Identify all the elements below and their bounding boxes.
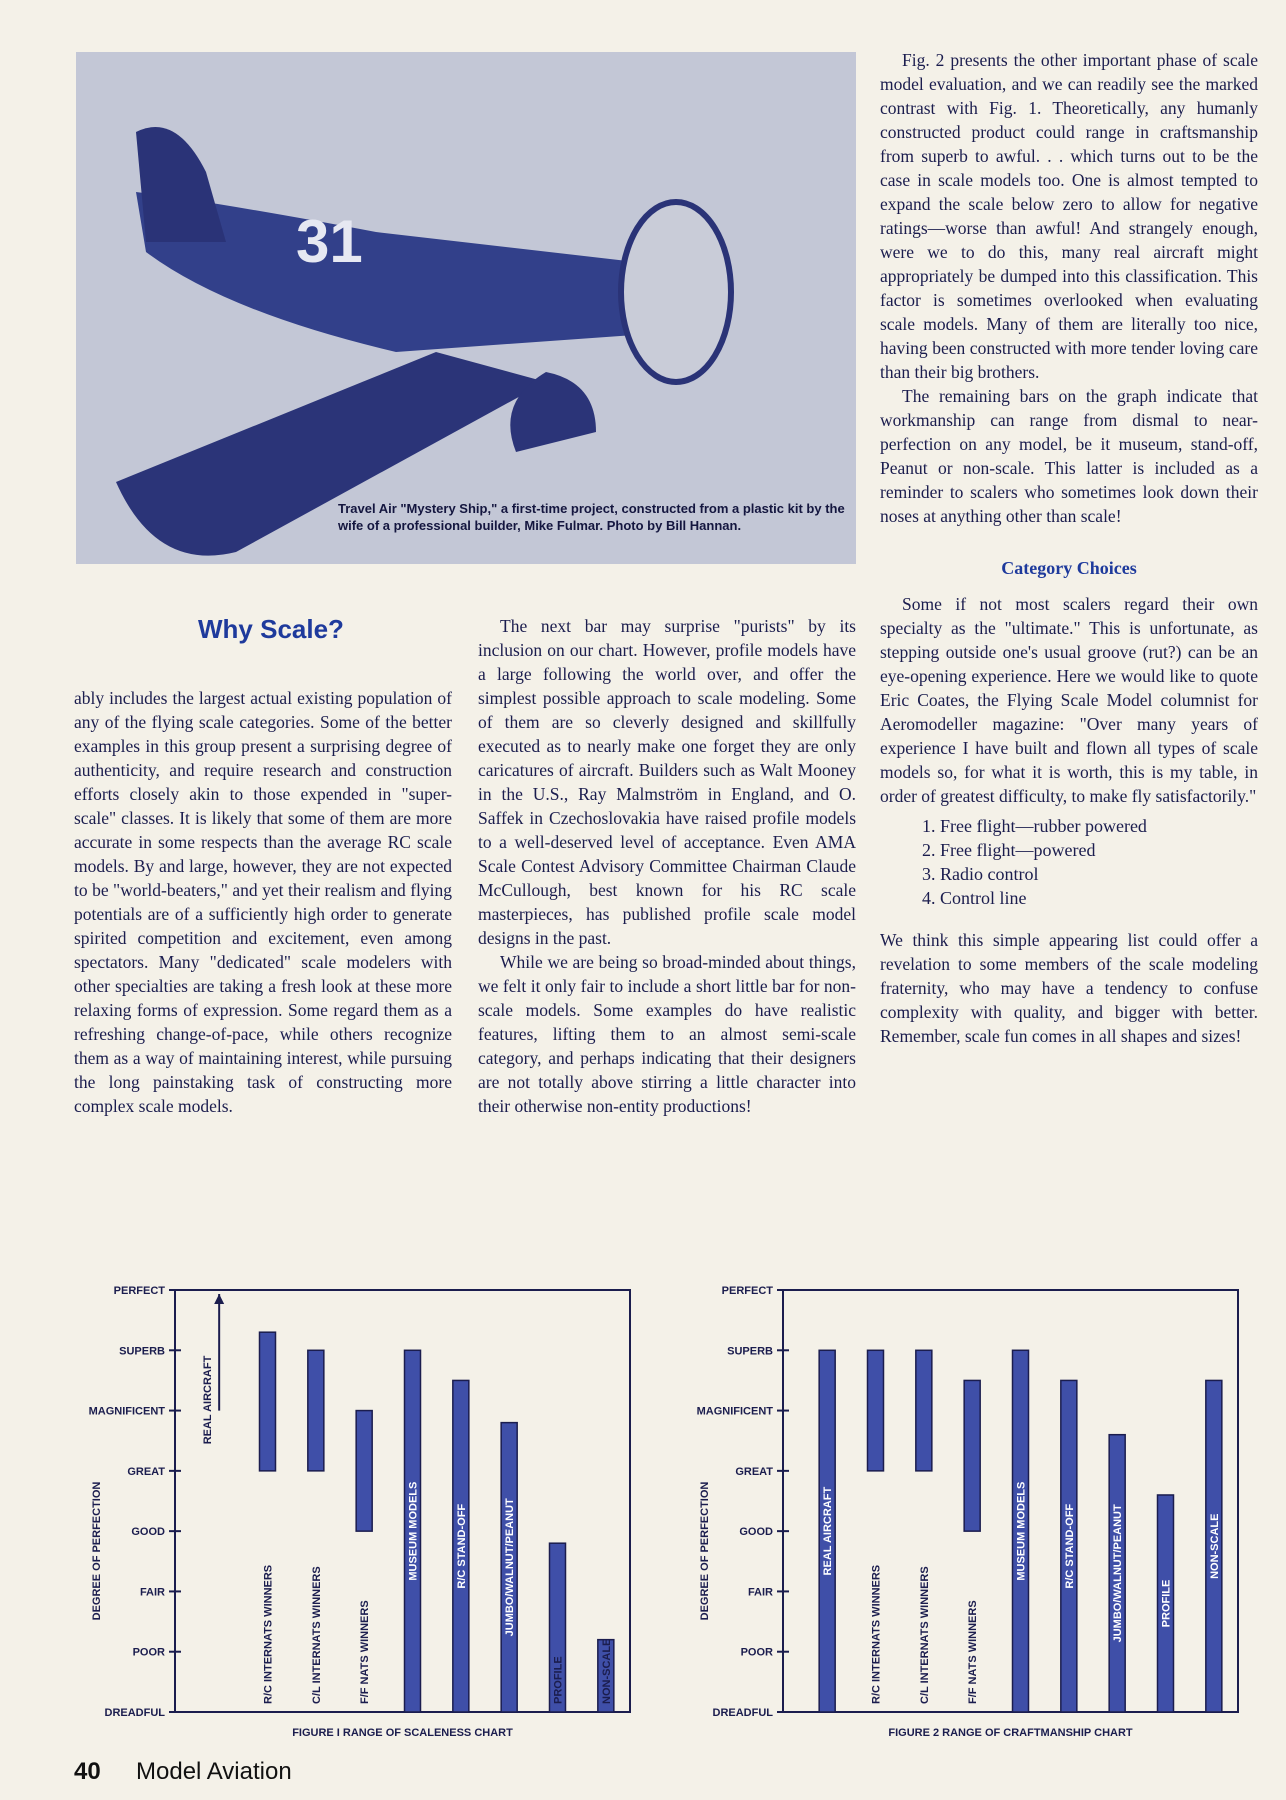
bar-label: C/L INTERNATS WINNERS	[918, 1566, 931, 1704]
level-tick-label: POOR	[740, 1646, 773, 1659]
airplane-photo	[76, 52, 856, 564]
left-paragraph: ably includes the largest actual existing population of any of the flying scale categories. Some of the better examples in this group present a surprising degree of authenticity, and require research and construction efforts closely akin to those expended in "super-scale" classes. It is likely that some of them are more accurate in some respects than the average RC scale models. By and large, however, they are not expected to be "world-beaters," and yet their realism and flying potentials are of a sufficiently high order to generate spirited competition and excitement, even among spectators. Many "dedicated" scale modelers with other specialties are taking a fresh look at these more relaxing forms of expression. Some regard them as a refreshing change-of-pace, while others recognize them as a way of maintaining interest, while pursuing the long painstaking task of constructing more complex scale models.	[74, 688, 452, 1116]
bar-label: F/F NATS WINNERS	[359, 1600, 372, 1704]
range-bar	[260, 1332, 276, 1471]
list-item: 4. Control line	[940, 886, 1258, 910]
level-tick-label: SUPERB	[119, 1345, 165, 1358]
level-tick-label: FAIR	[139, 1586, 165, 1599]
level-tick-label: GOOD	[131, 1526, 165, 1539]
level-tick-label: PERFECT	[721, 1285, 773, 1297]
bar-label: NON-SCALE	[1208, 1513, 1221, 1579]
publication-name: Model Aviation	[136, 1758, 292, 1785]
bar-label: JUMBO/WALNUT/PEANUT	[504, 1498, 517, 1637]
bar-label: MUSEUM MODELS	[407, 1481, 420, 1581]
middle-paragraph-2: While we are being so broad-minded about things, we felt it only fair to include a short little bar for non-scale models. Some examples do have realistic features, lifting them to an almost semi-scale category, and perhaps indicating that their designers are not totally above stirring a little character into their otherwise non-entity productions!	[478, 952, 856, 1116]
list-item: 2. Free flight—powered	[940, 838, 1258, 862]
range-bar	[308, 1350, 324, 1471]
airplane-illustration-icon	[76, 52, 856, 564]
range-bar	[356, 1411, 372, 1532]
level-tick-label: MAGNIFICENT	[88, 1405, 165, 1418]
difficulty-list	[880, 814, 1258, 910]
photo-caption: Travel Air "Mystery Ship," a first-time project, constructed from a plastic kit by the wife of a professional builder, Mike Fulmar. Photo by Bill Hannan.	[338, 501, 845, 533]
race-number: 31	[296, 208, 363, 275]
bar-label: R/C STAND-OFF	[1063, 1503, 1076, 1589]
list-item: 3. Radio control	[940, 862, 1258, 886]
right-paragraph-2: The remaining bars on the graph indicate that workmanship can range from dismal to near-perfection on any model, be it museum, stand-off, Peanut or non-scale. This latter is included as a reminder to scalers who sometimes look down their noses at anything other than scale!	[880, 386, 1258, 526]
bar-label: REAL AIRCRAFT	[822, 1486, 835, 1576]
middle-paragraph-1: The next bar may surprise "purists" by its inclusion on our chart. However, profile models have a large following the world over, and offer the simplest possible approach to scale modeling. Some of them are so cleverly designed and skillfully executed as to nearly make one forget they are only caricatures of aircraft. Builders such as Walt Mooney in the U.S., Ray Malmström in England, and O. Saffek in Czechoslovakia have raised profile models to a well-deserved level of acceptance. Even AMA Scale Contest Advisory Committee Chairman Claude McCullough, best known for his RC scale masterpieces, has published profile scale model designs in the past.	[478, 616, 856, 948]
right-paragraph-4: We think this simple appearing list could offer a revelation to some members of the scale modeling fraternity, who may have a tendency to confuse complexity with quality, and bigger with better. Remember, scale fun comes in all shapes and sizes!	[880, 930, 1258, 1046]
level-tick-label: FAIR	[747, 1586, 773, 1599]
bar-label: R/C INTERNATS WINNERS	[870, 1564, 883, 1704]
chart-title: FIGURE I RANGE OF SCALENESS CHART	[292, 1727, 513, 1739]
category-choices-heading: Category Choices	[1001, 558, 1137, 578]
level-tick-label: GREAT	[735, 1465, 773, 1478]
bar-label: C/L INTERNATS WINNERS	[310, 1566, 323, 1704]
level-tick-label: GOOD	[739, 1526, 773, 1539]
level-tick-label: DREADFUL	[104, 1707, 165, 1719]
level-tick-label: MAGNIFICENT	[696, 1405, 773, 1418]
right-column	[880, 48, 1258, 1048]
scaleness-chart	[60, 1270, 650, 1740]
range-bar	[868, 1350, 884, 1471]
right-paragraph-1: Fig. 2 presents the other important phase of scale model evaluation, and we can readily see the marked contrast with Fig. 1. Theoretically, any humanly constructed product could range in craftsmanship from superb to awful. . . which turns out to be the case in scale models too. One is almost tempted to expand the scale below zero to allow for negative ratings—worse than awful! And strangely enough, were we to do this, many real aircraft might appropriately be dumped into this classification. This factor is sometimes overlooked when evaluating scale models. Many of them are literally too nice, having been constructed with more tender loving care than their big brothers.	[880, 50, 1258, 382]
page-number: 40	[74, 1758, 101, 1785]
level-tick-label: GREAT	[127, 1465, 165, 1478]
level-tick-label: PERFECT	[113, 1285, 165, 1297]
bar-label: REAL AIRCRAFT	[202, 1355, 215, 1445]
bar-label: R/C INTERNATS WINNERS	[262, 1564, 275, 1704]
bar-label: PROFILE	[552, 1656, 565, 1704]
level-tick-label: SUPERB	[727, 1345, 773, 1358]
range-bar	[964, 1380, 980, 1531]
bar-label: NON-SCALE	[600, 1638, 613, 1704]
section-heading: Why Scale?	[198, 614, 344, 644]
list-item: 1. Free flight—rubber powered	[940, 814, 1258, 838]
craftsmanship-chart	[668, 1270, 1258, 1740]
y-axis-label: DEGREE OF PERFECTION	[91, 1481, 103, 1621]
bar-label: R/C STAND-OFF	[455, 1503, 468, 1589]
bar-label: PROFILE	[1160, 1579, 1173, 1628]
bar-label: JUMBO/WALNUT/PEANUT	[1112, 1504, 1125, 1643]
y-axis-label: DEGREE OF PERFECTION	[699, 1481, 711, 1621]
chart-title: FIGURE 2 RANGE OF CRAFTMANSHIP CHART	[888, 1727, 1133, 1739]
bar-label: MUSEUM MODELS	[1015, 1481, 1028, 1581]
level-tick-label: DREADFUL	[712, 1707, 773, 1719]
left-column	[74, 686, 452, 1118]
level-tick-label: POOR	[132, 1646, 165, 1659]
range-bar	[916, 1350, 932, 1471]
middle-column	[478, 614, 856, 1118]
right-paragraph-3: Some if not most scalers regard their own specialty as the "ultimate." This is unfortunate, as stepping outside one's usual groove (rut?) can be an eye-opening experience. Here we would like to quote Eric Coates, the Flying Scale Model columnist for Aeromodeller magazine: "Over many years of experience I have built and flown all types of scale models so, for what it is worth, this is my table, in order of greatest difficulty, to make fly satisfactorily."	[880, 594, 1258, 806]
bar-label: F/F NATS WINNERS	[967, 1600, 980, 1704]
